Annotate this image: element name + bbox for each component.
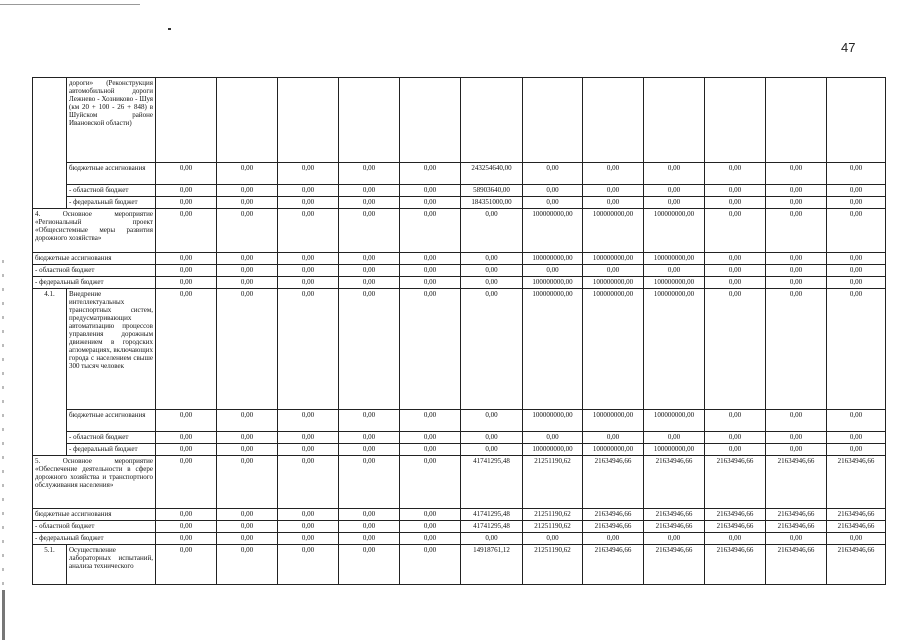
value-cell: 100000000,00: [644, 253, 705, 265]
value-cell: 0,00: [217, 444, 278, 456]
value-cell: 0,00: [400, 209, 461, 253]
value-cell: 0,00: [400, 456, 461, 509]
value-cell: 0,00: [156, 265, 217, 277]
row-label: - федеральный бюджет: [33, 277, 156, 289]
value-cell: 21251190,62: [523, 521, 583, 533]
value-cell: 0,00: [278, 289, 339, 410]
value-cell: 0,00: [827, 197, 886, 209]
value-cell: 0,00: [400, 432, 461, 444]
table-row: [33, 545, 886, 585]
value-cell: 0,00: [156, 289, 217, 410]
value-cell: 0,00: [278, 432, 339, 444]
value-cell: 0,00: [766, 444, 827, 456]
value-cell: 0,00: [766, 289, 827, 410]
value-cell: 0,00: [705, 253, 766, 265]
value-cell: 0,00: [644, 533, 705, 545]
table-row: [33, 185, 886, 197]
value-cell: 21634946,66: [583, 509, 644, 521]
value-cell: 0,00: [827, 277, 886, 289]
value-cell: 41741295,48: [461, 509, 523, 521]
row-label: дороги» (Реконструкция автомобильной дороги Лежнево - Хозниково - Шуя (км 20 + 100 - 26 + 848) в Шуйском районе Ивановской области): [67, 78, 156, 163]
value-cell: 0,00: [339, 265, 400, 277]
value-cell: 0,00: [156, 277, 217, 289]
value-cell: 21634946,66: [766, 456, 827, 509]
value-cell: 0,00: [217, 289, 278, 410]
value-cell: 0,00: [217, 209, 278, 253]
value-cell: [644, 78, 705, 163]
value-cell: 0,00: [217, 509, 278, 521]
value-cell: 0,00: [461, 253, 523, 265]
value-cell: 0,00: [523, 185, 583, 197]
value-cell: 0,00: [217, 456, 278, 509]
value-cell: 0,00: [400, 533, 461, 545]
value-cell: 0,00: [523, 533, 583, 545]
scan-left-edge-marks: [2, 260, 4, 640]
value-cell: 100000000,00: [644, 289, 705, 410]
table-row: [33, 410, 886, 432]
value-cell: 0,00: [766, 277, 827, 289]
scan-top-rule: [0, 4, 140, 5]
value-cell: 21634946,66: [705, 521, 766, 533]
value-cell: 0,00: [339, 277, 400, 289]
value-cell: 0,00: [156, 545, 217, 585]
value-cell: 0,00: [278, 444, 339, 456]
value-cell: 21634946,66: [766, 521, 827, 533]
row-label: - федеральный бюджет: [33, 533, 156, 545]
value-cell: 0,00: [156, 410, 217, 432]
budget-table: [32, 77, 886, 585]
value-cell: 0,00: [339, 209, 400, 253]
value-cell: 0,00: [217, 253, 278, 265]
value-cell: 0,00: [400, 277, 461, 289]
row-label: Внедрение интеллектуальных транспортных систем, предусматривающих автоматизацию процессов управления дорожным движением в городских агломерациях, включающих города с населением свыше 300 тысяч человек: [67, 289, 156, 410]
value-cell: 0,00: [156, 521, 217, 533]
value-cell: 0,00: [583, 185, 644, 197]
value-cell: 0,00: [278, 185, 339, 197]
value-cell: 184351000,00: [461, 197, 523, 209]
value-cell: 0,00: [705, 533, 766, 545]
value-cell: 0,00: [400, 521, 461, 533]
value-cell: 21634946,66: [705, 545, 766, 585]
row-number: [33, 78, 67, 209]
value-cell: 100000000,00: [644, 277, 705, 289]
value-cell: 21634946,66: [827, 521, 886, 533]
value-cell: [461, 78, 523, 163]
row-label: 4. Основное мероприятие «Региональный проект «Общесистемные меры развития дорожного хозяйства»: [33, 209, 156, 253]
value-cell: 41741295,48: [461, 521, 523, 533]
value-cell: 0,00: [217, 277, 278, 289]
value-cell: 0,00: [278, 410, 339, 432]
row-label: 5. Основное мероприятие «Обеспечение деятельности в сфере дорожного хозяйства и транспортного обслуживания населения»: [33, 456, 156, 509]
value-cell: 0,00: [523, 197, 583, 209]
value-cell: 0,00: [339, 444, 400, 456]
value-cell: 0,00: [339, 533, 400, 545]
value-cell: 0,00: [400, 197, 461, 209]
value-cell: 0,00: [766, 185, 827, 197]
value-cell: 0,00: [156, 456, 217, 509]
value-cell: 0,00: [766, 533, 827, 545]
table-row: [33, 521, 886, 533]
value-cell: 0,00: [278, 163, 339, 185]
value-cell: 21634946,66: [644, 509, 705, 521]
value-cell: 243254640,00: [461, 163, 523, 185]
value-cell: 0,00: [400, 410, 461, 432]
value-cell: 0,00: [278, 509, 339, 521]
value-cell: 100000000,00: [583, 253, 644, 265]
value-cell: 0,00: [400, 545, 461, 585]
value-cell: 0,00: [644, 197, 705, 209]
value-cell: 0,00: [766, 253, 827, 265]
value-cell: 0,00: [156, 185, 217, 197]
value-cell: 0,00: [523, 432, 583, 444]
value-cell: 0,00: [827, 253, 886, 265]
value-cell: 100000000,00: [523, 253, 583, 265]
value-cell: 0,00: [217, 533, 278, 545]
value-cell: 41741295,48: [461, 456, 523, 509]
table-row: [33, 456, 886, 509]
value-cell: 0,00: [217, 410, 278, 432]
row-label: - областной бюджет: [67, 432, 156, 444]
value-cell: 0,00: [461, 444, 523, 456]
value-cell: 21634946,66: [766, 545, 827, 585]
value-cell: 0,00: [278, 197, 339, 209]
value-cell: 0,00: [339, 197, 400, 209]
value-cell: 0,00: [217, 197, 278, 209]
value-cell: 0,00: [339, 185, 400, 197]
value-cell: [156, 78, 217, 163]
value-cell: [339, 78, 400, 163]
table-row: [33, 277, 886, 289]
value-cell: 0,00: [339, 163, 400, 185]
value-cell: 0,00: [400, 265, 461, 277]
value-cell: 0,00: [339, 545, 400, 585]
value-cell: 0,00: [583, 163, 644, 185]
table-row: [33, 253, 886, 265]
value-cell: 21251190,62: [523, 456, 583, 509]
value-cell: 21634946,66: [644, 456, 705, 509]
value-cell: 0,00: [217, 545, 278, 585]
row-label: бюджетные ассигнования: [33, 253, 156, 265]
value-cell: 100000000,00: [523, 289, 583, 410]
value-cell: 0,00: [827, 533, 886, 545]
value-cell: 100000000,00: [583, 277, 644, 289]
value-cell: 0,00: [461, 289, 523, 410]
value-cell: 0,00: [705, 289, 766, 410]
value-cell: 0,00: [156, 509, 217, 521]
budget-table-body: [33, 78, 886, 585]
table-row: [33, 197, 886, 209]
table-row: [33, 444, 886, 456]
value-cell: 0,00: [339, 253, 400, 265]
value-cell: 0,00: [278, 253, 339, 265]
value-cell: 0,00: [766, 197, 827, 209]
value-cell: 0,00: [766, 265, 827, 277]
value-cell: 0,00: [583, 265, 644, 277]
value-cell: [523, 78, 583, 163]
value-cell: 21634946,66: [644, 545, 705, 585]
value-cell: 0,00: [827, 209, 886, 253]
scan-left-edge-bar: [2, 590, 5, 640]
value-cell: 0,00: [644, 265, 705, 277]
value-cell: 100000000,00: [644, 209, 705, 253]
value-cell: [705, 78, 766, 163]
value-cell: 0,00: [705, 185, 766, 197]
value-cell: 0,00: [827, 185, 886, 197]
value-cell: 0,00: [705, 277, 766, 289]
value-cell: [766, 78, 827, 163]
value-cell: 0,00: [400, 444, 461, 456]
value-cell: 0,00: [156, 533, 217, 545]
row-label: бюджетные ассигнования: [33, 509, 156, 521]
value-cell: 0,00: [400, 253, 461, 265]
value-cell: 0,00: [339, 509, 400, 521]
value-cell: 0,00: [705, 444, 766, 456]
value-cell: [217, 78, 278, 163]
value-cell: 21634946,66: [583, 456, 644, 509]
table-row: [33, 209, 886, 253]
value-cell: 0,00: [766, 432, 827, 444]
value-cell: 0,00: [705, 432, 766, 444]
value-cell: 0,00: [400, 185, 461, 197]
table-row: [33, 509, 886, 521]
value-cell: 0,00: [339, 410, 400, 432]
value-cell: 0,00: [278, 209, 339, 253]
value-cell: 100000000,00: [523, 209, 583, 253]
table-row: [33, 265, 886, 277]
row-label: - областной бюджет: [33, 521, 156, 533]
value-cell: 0,00: [827, 410, 886, 432]
value-cell: 0,00: [583, 197, 644, 209]
value-cell: 0,00: [217, 521, 278, 533]
value-cell: 0,00: [278, 265, 339, 277]
table-row: [33, 289, 886, 410]
value-cell: 0,00: [705, 410, 766, 432]
value-cell: 100000000,00: [583, 289, 644, 410]
value-cell: 21251190,62: [523, 509, 583, 521]
value-cell: 100000000,00: [644, 444, 705, 456]
value-cell: 0,00: [827, 289, 886, 410]
value-cell: 0,00: [827, 444, 886, 456]
value-cell: 0,00: [827, 163, 886, 185]
value-cell: 0,00: [339, 289, 400, 410]
value-cell: 0,00: [523, 265, 583, 277]
value-cell: 21634946,66: [644, 521, 705, 533]
table-row: [33, 533, 886, 545]
value-cell: [278, 78, 339, 163]
row-label: бюджетные ассигнования: [67, 163, 156, 185]
table-row: [33, 78, 886, 163]
value-cell: 100000000,00: [523, 444, 583, 456]
value-cell: 0,00: [400, 163, 461, 185]
value-cell: 21634946,66: [827, 509, 886, 521]
value-cell: 0,00: [461, 277, 523, 289]
value-cell: 0,00: [339, 521, 400, 533]
value-cell: 0,00: [217, 163, 278, 185]
row-label: - областной бюджет: [33, 265, 156, 277]
value-cell: 21634946,66: [766, 509, 827, 521]
value-cell: 0,00: [766, 163, 827, 185]
value-cell: 100000000,00: [523, 410, 583, 432]
value-cell: 0,00: [705, 163, 766, 185]
value-cell: 100000000,00: [583, 209, 644, 253]
value-cell: 0,00: [461, 410, 523, 432]
row-label: Осуществление лабораторных испытаний, анализа технического: [67, 545, 156, 585]
row-label: - федеральный бюджет: [67, 197, 156, 209]
value-cell: 0,00: [339, 432, 400, 444]
value-cell: 0,00: [644, 185, 705, 197]
value-cell: 21634946,66: [583, 545, 644, 585]
value-cell: [583, 78, 644, 163]
value-cell: [400, 78, 461, 163]
value-cell: 0,00: [461, 533, 523, 545]
value-cell: 21634946,66: [827, 456, 886, 509]
value-cell: 0,00: [156, 432, 217, 444]
value-cell: 100000000,00: [644, 410, 705, 432]
value-cell: 0,00: [278, 277, 339, 289]
value-cell: 0,00: [156, 163, 217, 185]
value-cell: [827, 78, 886, 163]
value-cell: 0,00: [644, 432, 705, 444]
value-cell: 14918761,12: [461, 545, 523, 585]
page-number: 47: [841, 40, 856, 55]
value-cell: 0,00: [217, 265, 278, 277]
value-cell: 0,00: [278, 456, 339, 509]
row-label: - областной бюджет: [67, 185, 156, 197]
row-number: 5.1.: [33, 545, 67, 585]
row-number: 4.1.: [33, 289, 67, 456]
value-cell: 0,00: [278, 521, 339, 533]
value-cell: 0,00: [461, 265, 523, 277]
value-cell: 0,00: [523, 163, 583, 185]
value-cell: 21251190,62: [523, 545, 583, 585]
value-cell: 0,00: [827, 265, 886, 277]
value-cell: 0,00: [217, 185, 278, 197]
value-cell: 0,00: [461, 209, 523, 253]
value-cell: 0,00: [766, 209, 827, 253]
value-cell: 0,00: [156, 253, 217, 265]
value-cell: 100000000,00: [583, 444, 644, 456]
table-row: [33, 432, 886, 444]
value-cell: 0,00: [583, 432, 644, 444]
value-cell: 0,00: [583, 533, 644, 545]
value-cell: 0,00: [278, 545, 339, 585]
value-cell: 21634946,66: [827, 545, 886, 585]
value-cell: 0,00: [400, 509, 461, 521]
value-cell: 0,00: [827, 432, 886, 444]
value-cell: 0,00: [705, 209, 766, 253]
value-cell: 100000000,00: [583, 410, 644, 432]
value-cell: 21634946,66: [583, 521, 644, 533]
value-cell: 0,00: [766, 410, 827, 432]
value-cell: 21634946,66: [705, 456, 766, 509]
value-cell: 0,00: [156, 197, 217, 209]
value-cell: 0,00: [461, 432, 523, 444]
scan-speck: [168, 28, 171, 30]
value-cell: 0,00: [705, 265, 766, 277]
value-cell: 0,00: [278, 533, 339, 545]
table-row: [33, 163, 886, 185]
value-cell: 100000000,00: [523, 277, 583, 289]
value-cell: 58903640,00: [461, 185, 523, 197]
value-cell: 0,00: [217, 432, 278, 444]
row-label: бюджетные ассигнования: [67, 410, 156, 432]
value-cell: 21634946,66: [705, 509, 766, 521]
value-cell: 0,00: [156, 209, 217, 253]
value-cell: 0,00: [705, 197, 766, 209]
value-cell: 0,00: [156, 444, 217, 456]
row-label: - федеральный бюджет: [67, 444, 156, 456]
value-cell: 0,00: [339, 456, 400, 509]
value-cell: 0,00: [400, 289, 461, 410]
value-cell: 0,00: [644, 163, 705, 185]
